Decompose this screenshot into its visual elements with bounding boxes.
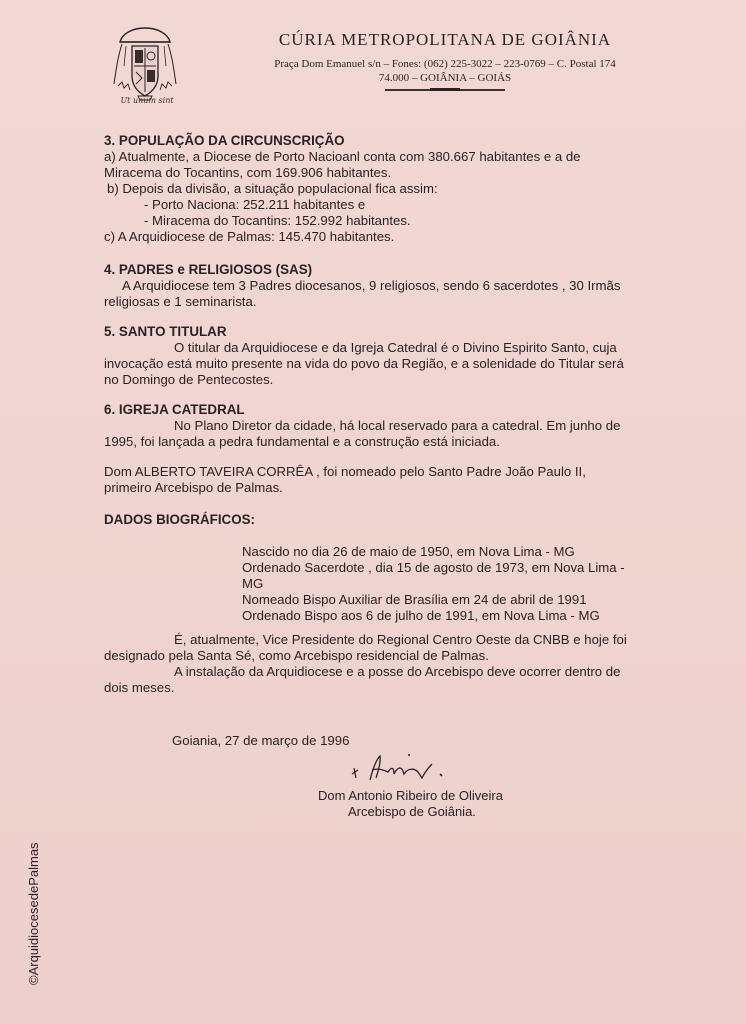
- paragraph-line: Miracema do Tocantins, com 169.906 habitantes.: [104, 165, 392, 180]
- closing-paragraph: [104, 632, 674, 696]
- bio-line: Nascido no dia 26 de maio de 1950, em Nova Lima - MG: [242, 544, 575, 559]
- curia-city: 74.000 – GOIÂNIA – GOIÁS: [378, 72, 512, 84]
- paragraph-line: - Miracema do Tocantins: 152.992 habitantes.: [144, 213, 411, 228]
- signatory-name: Dom Antonio Ribeiro de Oliveira: [318, 788, 503, 803]
- crest-motto: Ut unum sint: [120, 96, 174, 105]
- section-heading: 3. POPULAÇÃO DA CIRCUNSCRIÇÃO: [104, 133, 345, 148]
- curia-title: CÚRIA METROPOLITANA DE GOIÂNIA: [278, 30, 612, 49]
- curia-address: Praça Dom Emanuel s/n – Fones: (062) 225-3022 – 223-0769 – C. Postal 174: [274, 58, 616, 70]
- paragraph-line: A Arquidiocese tem 3 Padres diocesanos, 9 religiosos, sendo 6 sacerdotes , 30 Irmãs: [122, 278, 621, 293]
- signature-block: [318, 788, 538, 820]
- coat-of-arms-icon: [112, 26, 178, 106]
- paragraph-line: no Domingo de Pentecostes.: [104, 372, 274, 387]
- section-heading: DADOS BIOGRÁFICOS:: [104, 512, 256, 527]
- copyright-watermark: ©ArquidiocesedePalmas: [26, 842, 41, 985]
- paragraph-line: c) A Arquidiocese de Palmas: 145.470 habitantes.: [104, 229, 395, 244]
- paragraph-line: O titular da Arquidiocese e da Igreja Catedral é o Divino Espirito Santo, cuja: [174, 340, 617, 355]
- bio-list: [242, 544, 682, 624]
- paragraph-line: - Porto Naciona: 252.211 habitantes e: [144, 197, 366, 212]
- paragraph-line: designado pela Santa Sé, como Arcebispo residencial de Palmas.: [104, 648, 489, 663]
- paragraph-line: A instalação da Arquidiocese e a posse do Arcebispo deve ocorrer dentro de: [174, 664, 621, 679]
- letterhead-rule: [385, 89, 505, 91]
- section-heading: 5. SANTO TITULAR: [104, 324, 227, 339]
- paragraph-line: dois meses.: [104, 680, 175, 695]
- bio-line: MG: [242, 576, 264, 591]
- section-cathedral: [104, 402, 664, 450]
- archbishop-name: Dom ALBERTO TAVEIRA CORRÊA: [104, 464, 313, 479]
- paragraph-line: , foi nomeado pelo Santo Padre João Paulo II,: [316, 464, 586, 479]
- section-clergy: [104, 262, 664, 310]
- paragraph-line: invocação está muito presente na vida do povo da Região, e a solenidade do Titular será: [104, 356, 624, 371]
- document-date: Goiania, 27 de março de 1996: [172, 733, 350, 748]
- letterhead: [240, 30, 650, 91]
- paragraph-line: religiosas e 1 seminarista.: [104, 294, 257, 309]
- section-population: [104, 133, 664, 245]
- nomination-paragraph: [104, 464, 664, 496]
- bio-line: Ordenado Sacerdote , dia 15 de agosto de 1973, em Nova Lima -: [242, 560, 625, 575]
- handwritten-signature: [348, 752, 458, 786]
- section-heading: 6. IGREJA CATEDRAL: [104, 402, 245, 417]
- paragraph-line: 1995, foi lançada a pedra fundamental e a construção está iniciada.: [104, 434, 500, 449]
- section-heading: 4. PADRES e RELIGIOSOS (SAS): [104, 262, 313, 277]
- bio-line: Ordenado Bispo aos 6 de julho de 1991, em Nova Lima - MG: [242, 608, 600, 623]
- paragraph-line: No Plano Diretor da cidade, há local reservado para a catedral. Em junho de: [174, 418, 621, 433]
- paragraph-line: a) Atualmente, a Diocese de Porto Nacioanl conta com 380.667 habitantes e a de: [104, 149, 581, 164]
- paragraph-line: É, atualmente, Vice Presidente do Regional Centro Oeste da CNBB e hoje foi: [174, 632, 627, 647]
- bio-line: Nomeado Bispo Auxiliar de Brasília em 24 de abril de 1991: [242, 592, 587, 607]
- paragraph-line: b) Depois da divisão, a situação populacional fica assim:: [107, 181, 438, 196]
- paragraph-line: primeiro Arcebispo de Palmas.: [104, 480, 283, 495]
- bio-section: [104, 512, 664, 528]
- signatory-title: Arcebispo de Goiânia.: [348, 804, 476, 819]
- section-patron: [104, 324, 664, 388]
